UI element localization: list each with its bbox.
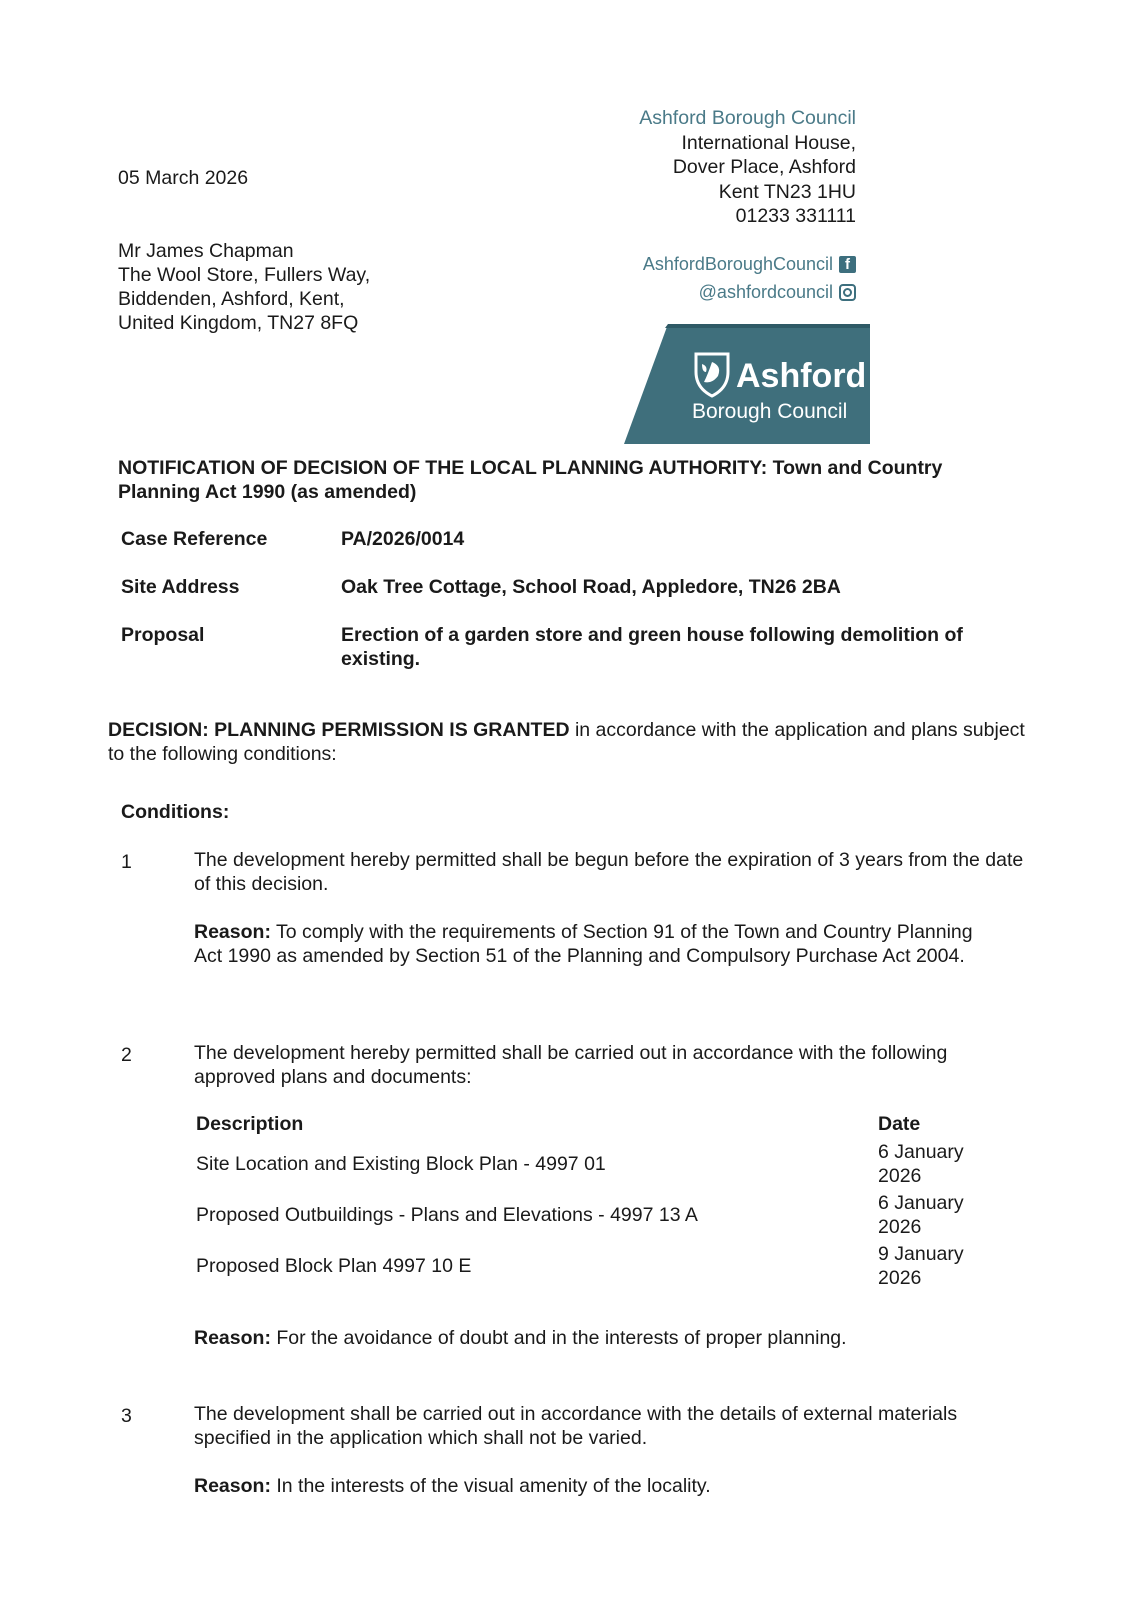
conditions-heading: Conditions: xyxy=(121,801,230,823)
plan-description: Site Location and Existing Block Plan - 4997 01 xyxy=(196,1153,606,1175)
recipient-line: Biddenden, Ashford, Kent, xyxy=(118,288,345,310)
condition-reason xyxy=(194,1326,1024,1350)
condition-reason xyxy=(194,920,994,968)
reason-label: Reason: xyxy=(194,1475,271,1497)
proposal-label: Proposal xyxy=(121,624,205,646)
instagram-row xyxy=(643,278,856,306)
council-logo xyxy=(624,324,870,444)
instagram-handle: @ashfordcouncil xyxy=(698,282,833,302)
recipient-line: The Wool Store, Fullers Way, xyxy=(118,264,371,286)
facebook-icon: f xyxy=(839,256,856,273)
condition-number: 2 xyxy=(121,1044,132,1066)
plans-header-date: Date xyxy=(878,1113,921,1135)
council-name: Ashford Borough Council xyxy=(639,107,856,129)
reason-label: Reason: xyxy=(194,1327,271,1349)
plans-header-description: Description xyxy=(196,1113,304,1135)
case-reference-label: Case Reference xyxy=(121,528,268,550)
plan-date: 9 January 2026 xyxy=(878,1243,964,1289)
reason-text: For the avoidance of doubt and in the interests of proper planning. xyxy=(270,1327,847,1349)
council-phone: 01233 331111 xyxy=(735,205,856,227)
logo-subtitle: Borough Council xyxy=(692,400,848,423)
decision-label: DECISION: PLANNING PERMISSION IS GRANTED xyxy=(108,719,570,741)
plan-date: 6 January 2026 xyxy=(878,1141,964,1187)
crest-icon xyxy=(692,350,732,398)
condition-number: 3 xyxy=(121,1405,132,1427)
site-address-label: Site Address xyxy=(121,576,240,598)
council-address-line: Kent TN23 1HU xyxy=(718,180,856,203)
recipient-name: Mr James Chapman xyxy=(118,240,294,262)
condition-text: The development shall be carried out in accordance with the details of external materials specified in the application which shall not be varied. xyxy=(194,1403,958,1449)
decision-text: in accordance with the application and plans subject to the following conditions: xyxy=(108,719,1025,765)
site-address-value: Oak Tree Cottage, School Road, Appledore, TN26 2BA xyxy=(341,576,841,598)
logo-name: Ashford xyxy=(736,357,867,395)
condition-text: The development hereby permitted shall be carried out in accordance with the following approved plans and documents: xyxy=(194,1042,948,1088)
decision-statement xyxy=(108,718,1028,766)
condition-text: The development hereby permitted shall be begun before the expiration of 3 years from the date of this decision. xyxy=(194,849,1024,895)
plan-date: 6 January 2026 xyxy=(878,1192,964,1238)
recipient-line: United Kingdom, TN27 8FQ xyxy=(118,312,359,334)
notification-heading: NOTIFICATION OF DECISION OF THE LOCAL PLANNING AUTHORITY: Town and Country Planning Act 1990 (as amended) xyxy=(118,457,943,503)
plan-description: Proposed Block Plan 4997 10 E xyxy=(196,1255,472,1277)
condition-reason xyxy=(194,1474,1024,1498)
case-reference-value: PA/2026/0014 xyxy=(341,528,465,550)
reason-text: In the interests of the visual amenity of the locality. xyxy=(270,1475,711,1497)
letter-date: 05 March 2026 xyxy=(118,167,249,189)
reason-label: Reason: xyxy=(194,921,271,943)
facebook-handle: AshfordBoroughCouncil xyxy=(642,254,833,274)
condition-number: 1 xyxy=(121,851,132,873)
plan-description: Proposed Outbuildings - Plans and Elevations - 4997 13 A xyxy=(196,1204,698,1226)
recipient-address xyxy=(118,239,370,335)
facebook-row xyxy=(643,250,856,278)
council-social xyxy=(643,250,856,306)
council-contact xyxy=(639,106,856,229)
reason-text: To comply with the requirements of Section 91 of the Town and Country Planning Act 1990 as amended by Section 51 of the Planning and Compulsory Purchase Act 2004. xyxy=(194,921,973,967)
council-address-line: Dover Place, Ashford xyxy=(672,156,856,178)
council-address-line: International House, xyxy=(681,131,856,154)
proposal-value: Erection of a garden store and green house following demolition of existing. xyxy=(341,624,963,670)
instagram-icon xyxy=(839,284,856,301)
